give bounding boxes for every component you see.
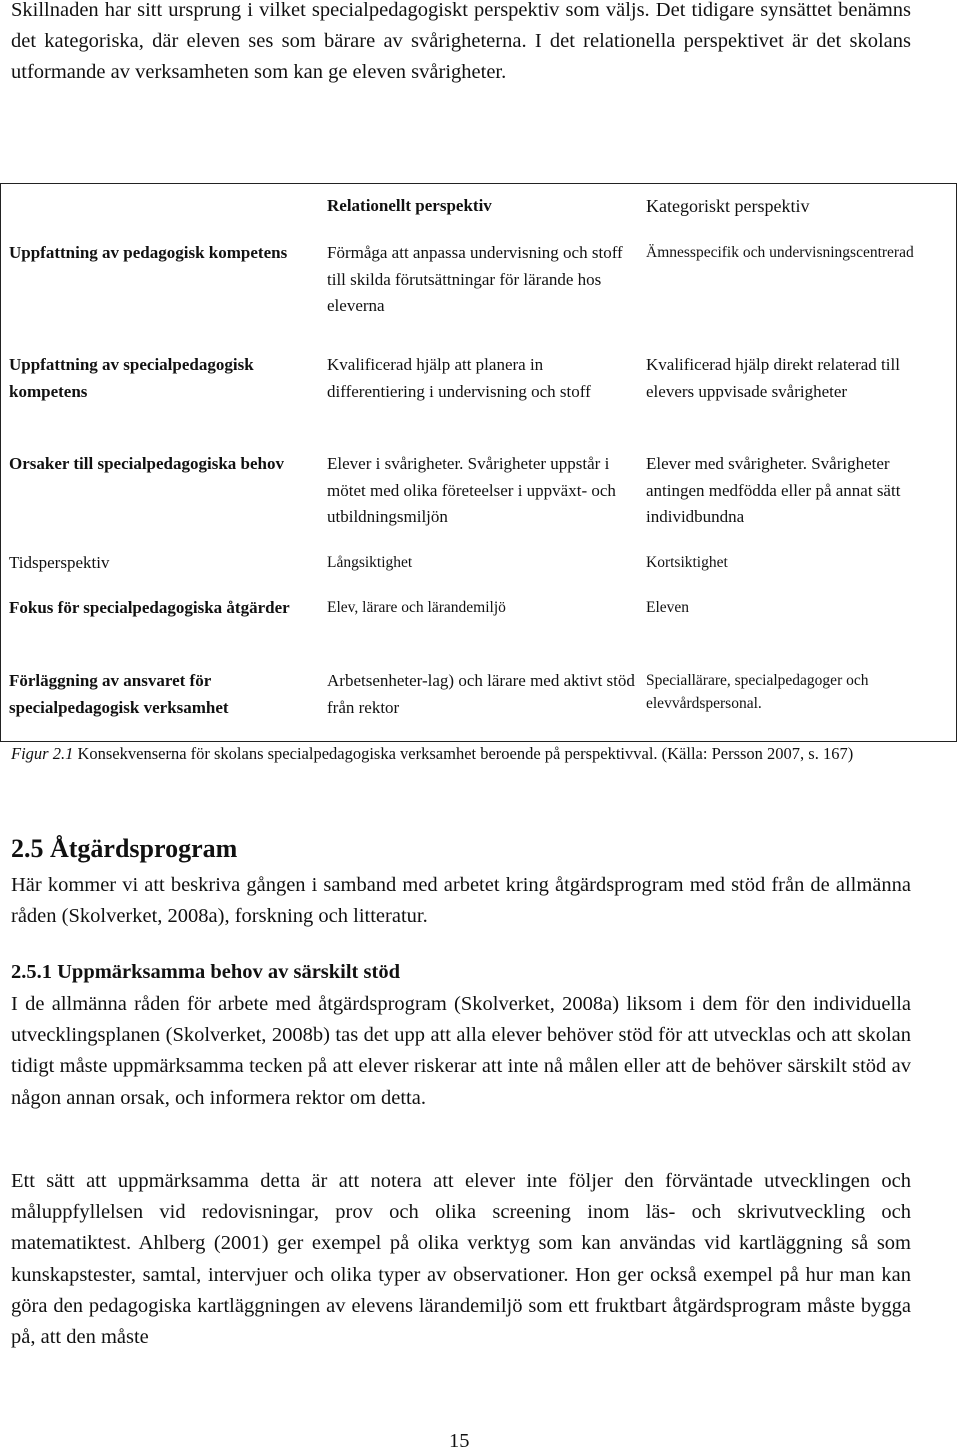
figure-label: Figur 2.1 xyxy=(11,744,74,763)
row-categorical: Kvalificerad hjälp direkt relaterad till elevers uppvisade svårigheter xyxy=(646,355,900,401)
row-label: Tidsperspektiv xyxy=(9,553,110,572)
page-number: 15 xyxy=(449,1430,470,1452)
subsection-paragraph-2: Ett sätt att uppmärksamma detta är att notera att elever inte följer den förväntade utvecklingen och måluppfyllelsen vid redovisningar, prov och olika screening inom läs- och skrivutveckling och matematiktest. Ahlberg (2001) ger exempel på olika verktyg som kan användas vid kartläggning så som kunskapstester, samtal, intervjuer och olika typer av observationer. Hon ger också exempel på hur man kan göra den pedagogiska kartläggningen av elevens lärandemiljö som ett fruktbart åtgärdsprogram måste bygga på, att den måste xyxy=(11,1170,911,1349)
section-heading: 2.5 Åtgärdsprogram xyxy=(11,834,238,863)
row-label: Uppfattning av pedagogisk kompetens xyxy=(9,243,288,262)
row-relational: Långsiktighet xyxy=(327,554,413,571)
row-relational: Förmåga att anpassa undervisning och stoff till skilda förutsättningar för lärande hos eleverna xyxy=(327,243,623,315)
figure-caption xyxy=(11,741,911,766)
perspective-table xyxy=(0,183,957,742)
header-categorical: Kategoriskt perspektiv xyxy=(646,196,810,216)
row-categorical: Speciallärare, specialpedagoger och elevvårdspersonal. xyxy=(646,672,869,712)
row-categorical: Kortsiktighet xyxy=(646,554,728,571)
row-relational: Arbetsenheter-lag) och lärare med aktivt stöd från rektor xyxy=(327,671,635,717)
row-label: Förläggning av ansvaret för specialpedagogisk verksamhet xyxy=(9,671,229,717)
row-relational: Elever i svårigheter. Svårigheter uppstår i mötet med olika företeelser i uppväxt- och utbildningsmiljön xyxy=(327,454,616,526)
row-categorical: Elever med svårigheter. Svårigheter antingen medfödda eller på annat sätt individbundna xyxy=(646,454,901,526)
section-paragraph: Här kommer vi att beskriva gången i samband med arbetet kring åtgärdsprogram med stöd från de allmänna råden (Skolverket, 2008a), forskning och litteratur. xyxy=(11,874,911,928)
figure-caption-text: Konsekvenserna för skolans specialpedagogiska verksamhet beroende på perspektivval. (Källa: Persson 2007, s. 167) xyxy=(73,744,854,763)
header-relational: Relationellt perspektiv xyxy=(327,196,492,215)
row-relational: Elev, lärare och lärandemiljö xyxy=(327,599,506,616)
row-categorical: Eleven xyxy=(646,599,690,616)
row-categorical: Ämnesspecifik och undervisningscentrerad xyxy=(646,244,914,261)
subsection-heading: 2.5.1 Uppmärksamma behov av särskilt stöd xyxy=(11,961,400,983)
intro-paragraph: Skillnaden har sitt ursprung i vilket specialpedagogiskt perspektiv som väljs. Det tidigare synsättet benämns det kategoriska, där eleven ses som bärare av svårigheterna. I det relationella perspektivet är det skolans utformande av verksamheten som kan ge eleven svårigheter. xyxy=(11,0,911,84)
row-label: Uppfattning av specialpedagogisk kompetens xyxy=(9,355,254,401)
row-label: Fokus för specialpedagogiska åtgärder xyxy=(9,598,290,617)
row-label: Orsaker till specialpedagogiska behov xyxy=(9,454,285,473)
row-relational: Kvalificerad hjälp att planera in differentiering i undervisning och stoff xyxy=(327,355,591,401)
subsection-paragraph-1: I de allmänna råden för arbete med åtgärdsprogram (Skolverket, 2008a) liksom i dem för den individuella utvecklingsplanen (Skolverket, 2008b) tas det upp att alla elever behöver stöd för att utvecklas och att skolan tidigt måste uppmärksamma tecken på att elever riskerar att inte nå målen eller att de behöver särskilt stöd av någon annan orsak, och informera rektor om detta. xyxy=(11,993,911,1109)
